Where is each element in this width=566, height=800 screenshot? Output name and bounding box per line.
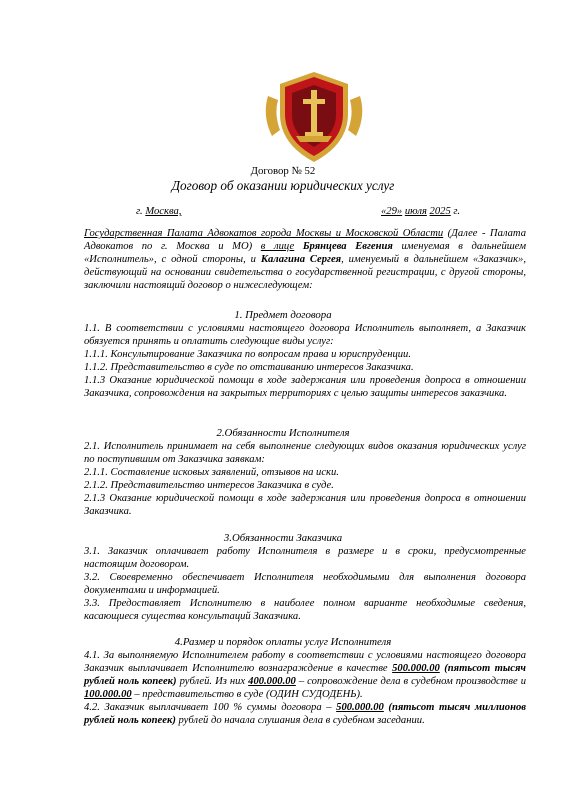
clause-2-1-3: 2.1.3 Оказание юридической помощи в ходе задержания или проведения допроса в отношении Заказчика. — [84, 493, 526, 517]
clause-4-1: 4.1. За выполняемую Исполнителем работу в соответствии с условиями настоящего договора Заказчик выплачивает Исполнителю вознаграждение в качестве 500.000.00 (пятьсот тысяч рублей ноль копеек) рублей. Из них 400.000.00 – сопровождение дела в судебном производстве и 100.000.00 – представительство в суде (ОДИН СУДОДЕНЬ). — [84, 650, 527, 700]
clause-1-1-2: 1.1.2. Представительство в суде по отстаиванию интересов Заказчика. — [84, 362, 414, 373]
section-2-title: 2.Обязанности Исполнителя — [216, 427, 350, 439]
clause-1-1-1: 1.1.1. Консультирование Заказчика по вопросам права и юриспруденции. — [84, 349, 411, 360]
clause-3-1: 3.1. Заказчик оплачивает работу Исполнителя в размере и в сроки, предусмотренные настоящим договором. — [84, 546, 526, 570]
section-4-title: 4.Размер и порядок оплаты услуг Исполнителя — [174, 636, 392, 648]
clause-2-1-2: 2.1.2. Представительство интересов Заказчика в суде. — [84, 480, 334, 491]
preamble: Государственная Палата Адвокатов города Москвы и Московской Области (Далее - Палата Адвокатов по г. Москва и МО) в лице Брянцева Евгения именуемая в дальнейшем «Исполнитель», с одной стороны, и Калагина Сергея, именуемый в дальнейшем «Заказчик», действующий на основании свидетельства о государственной регистрации, с другой стороны, заключили настоящий договор о нижеследующем: — [84, 228, 527, 291]
clause-4-2: 4.2. Заказчик выплачивает 100 % суммы договора – 500.000.00 (пятьсот тысяч миллионов рублей ноль копеек) рублей до начала слушания дела в судебном заседании. — [84, 702, 526, 726]
clause-2-1-1: 2.1.1. Составление исковых заявлений, отзывов на иски. — [84, 467, 339, 478]
contract-number: Договор № 52 — [250, 165, 316, 177]
section-3-title: 3.Обязанности Заказчика — [223, 532, 343, 544]
clause-3-3: 3.3. Предоставляет Исполнителю в наиболее полном варианте необходимые сведения, касающиеся существа консультаций Заказчика. — [84, 598, 526, 622]
section-1-title: 1. Предмет договора — [234, 309, 332, 321]
bar-association-crest-icon — [258, 66, 370, 166]
clause-3-2: 3.2. Своевременно обеспечивает Исполнителя необходимыми для выполнения договора документами и информацией. — [84, 572, 526, 596]
clause-2-1: 2.1. Исполнитель принимает на себя выполнение следующих видов оказания юридических услуг по поступившим от Заказчика заявкам: — [84, 441, 526, 465]
contract-title: Договор об оказании юридических услуг — [171, 178, 395, 193]
clause-1-1-3: 1.1.3 Оказание юридической помощи в ходе задержания или проведения допроса в отношении Заказчика, сопровождения на закрытых территориях с целью защиты интересов заказчика. — [84, 375, 526, 399]
contract-date: «29» июля 2025 г. — [381, 206, 461, 217]
clause-1-1: 1.1. В соответствии с условиями настоящего договора Исполнитель выполняет, а Заказчик обязуется принять и оплатить следующие виды услуг: — [84, 323, 526, 347]
contract-city: г. Москва, — [136, 206, 182, 217]
